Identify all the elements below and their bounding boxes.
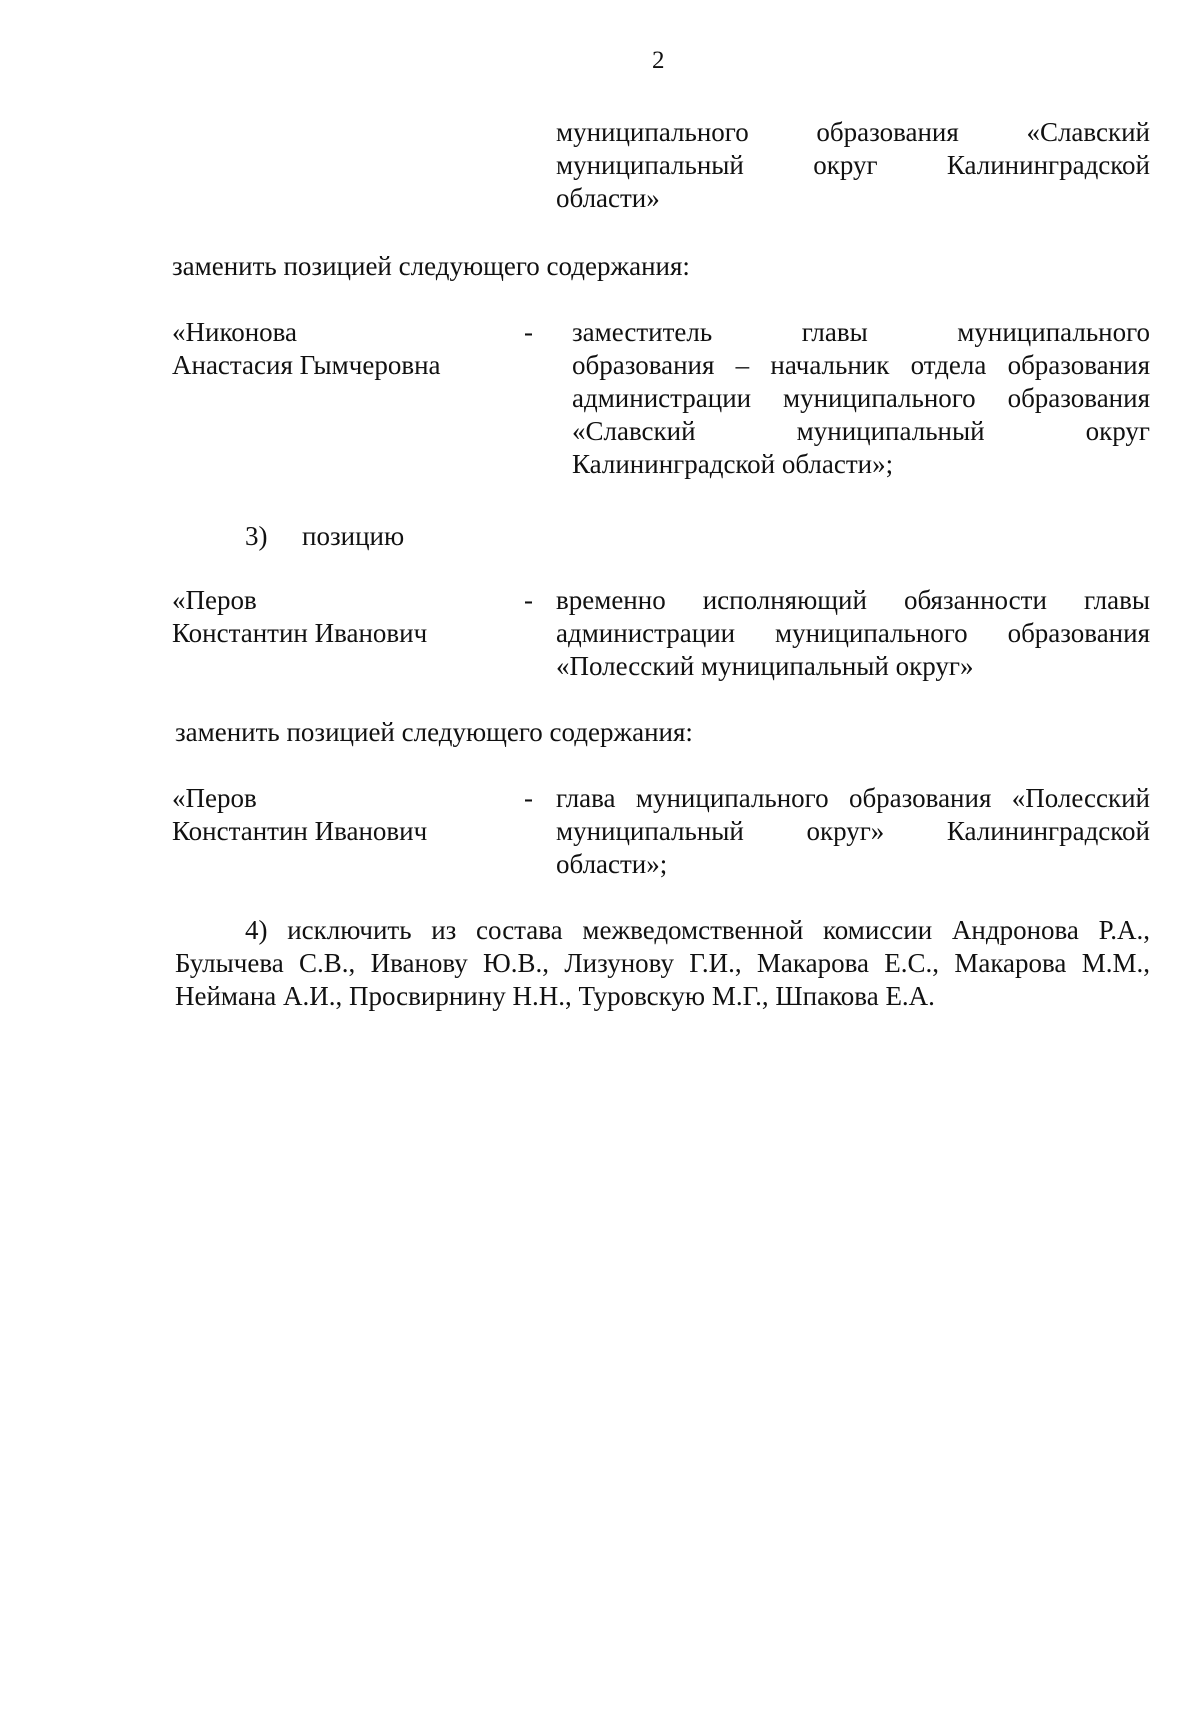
member-name-line: «Перов <box>172 783 257 813</box>
member-position-line: «Полесский муниципальный округ» <box>556 651 974 681</box>
member-position-line: области»; <box>556 849 668 879</box>
member-position-line: муниципальный округ» Калининградской <box>556 816 1150 846</box>
dash-separator: - <box>524 585 533 615</box>
member-position <box>556 782 1150 881</box>
member-position-line: администрации муниципального образования <box>556 618 1150 648</box>
member-name-line: Константин Иванович <box>172 618 428 648</box>
item-text: позицию <box>302 521 405 551</box>
member-name-line: Константин Иванович <box>172 816 428 846</box>
continuation-line: области» <box>556 183 660 213</box>
member-name <box>172 782 502 848</box>
page-number: 2 <box>652 47 665 74</box>
continuation-block <box>556 116 1150 215</box>
member-position-line: Калининградской области»; <box>572 449 894 479</box>
member-entry <box>172 316 1150 486</box>
continuation-line: муниципальный округ Калининградской <box>556 150 1150 180</box>
item-4-paragraph <box>175 914 1150 1013</box>
member-entry <box>172 782 1150 892</box>
member-name <box>172 316 502 382</box>
member-position-line: глава муниципального образования «Полесский <box>556 783 1150 813</box>
dash-separator: - <box>524 317 533 347</box>
member-position <box>572 316 1150 481</box>
member-name-line: Анастасия Гымчеровна <box>172 350 441 380</box>
item-number: 3) <box>245 521 268 551</box>
member-position-line: администрации муниципального образования <box>572 383 1150 413</box>
dash-separator: - <box>524 783 533 813</box>
replace-label: заменить позицией следующего содержания: <box>175 717 693 747</box>
continuation-line: муниципального образования «Славский <box>556 117 1150 147</box>
member-position-line: временно исполняющий обязанности главы <box>556 585 1150 615</box>
paragraph-line: 4) исключить из состава межведомственной комиссии Андронова Р.А., <box>245 915 1150 945</box>
member-name <box>172 584 502 650</box>
member-position <box>556 584 1150 683</box>
member-entry <box>172 584 1150 694</box>
paragraph-line: Булычева С.В., Иванову Ю.В., Лизунову Г.И., Макарова Е.С., Макарова М.М., <box>175 948 1150 978</box>
member-name-line: «Никонова <box>172 317 298 347</box>
paragraph-line: Неймана А.И., Просвирнину Н.Н., Туровскую М.Г., Шпакова Е.А. <box>175 981 935 1011</box>
replace-label: заменить позицией следующего содержания: <box>172 251 690 281</box>
member-position-line: образования – начальник отдела образования <box>572 350 1150 380</box>
member-name-line: «Перов <box>172 585 257 615</box>
member-position-line: «Славский муниципальный округ <box>572 416 1150 446</box>
member-position-line: заместитель главы муниципального <box>572 317 1150 347</box>
